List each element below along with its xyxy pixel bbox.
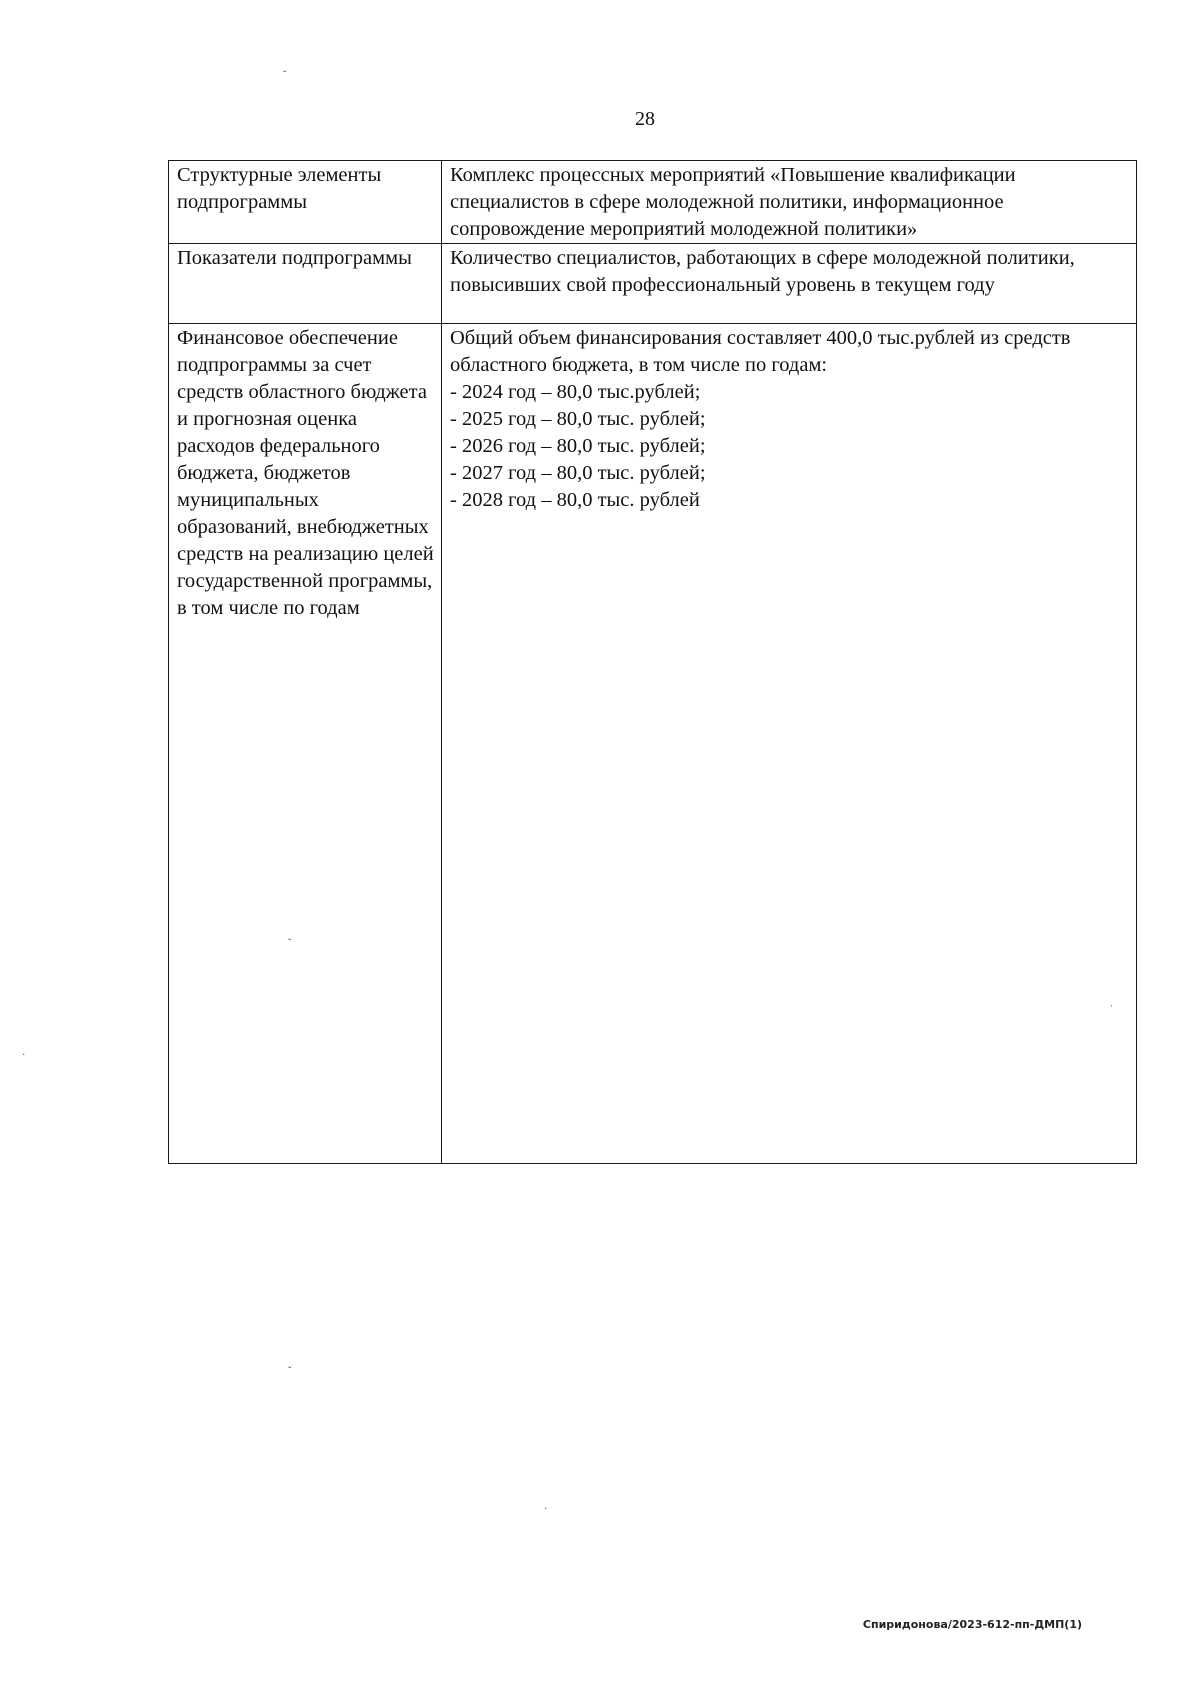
- scan-speck: ·: [544, 1504, 548, 1515]
- table-row-indicators: [169, 244, 1137, 324]
- row-label-indicators: Показатели подпрограммы: [169, 244, 442, 324]
- table-row-structural-elements: [169, 161, 1137, 244]
- row-label-structural-elements: Структурные элементы подпрограммы: [169, 161, 442, 244]
- financing-year-2024: - 2024 год – 80,0 тыс.рублей;: [450, 381, 701, 403]
- page-number: 28: [635, 108, 655, 130]
- subprogram-passport-table: [168, 160, 1137, 1164]
- financing-year-2026: - 2026 год – 80,0 тыс. рублей;: [450, 435, 706, 457]
- table-row-financing: [169, 324, 1137, 1164]
- financing-year-2027: - 2027 год – 80,0 тыс. рублей;: [450, 462, 706, 484]
- document-footer-code: Спиридонова/2023-612-пп-ДМП(1): [862, 1618, 1082, 1631]
- scan-speck: ˇ: [288, 938, 292, 949]
- row-content-structural-elements: Комплекс процессных мероприятий «Повышение квалификации специалистов в сфере молодежной политики, информационное сопровождение мероприятий молодежной политики»: [442, 161, 1137, 244]
- financing-year-2028: - 2028 год – 80,0 тыс. рублей: [450, 489, 700, 511]
- row-label-financing: Финансовое обеспечение подпрограммы за счет средств областного бюджета и прогнозная оценка расходов федерального бюджета, бюджетов муниципальных образований, внебюджетных средств на реализацию целей государственной программы, в том числе по годам: [169, 324, 442, 1164]
- financing-year-2025: - 2025 год – 80,0 тыс. рублей;: [450, 408, 706, 430]
- financing-total-text: Общий объем финансирования составляет 400,0 тыс.рублей из средств областного бюджета, в том числе по годам:: [450, 327, 1071, 376]
- scan-speck: ˇ: [283, 70, 287, 81]
- row-content-financing: [442, 324, 1137, 1164]
- scan-speck: ˇ: [288, 1366, 292, 1377]
- scan-speck: ˈ: [1110, 1004, 1114, 1015]
- scan-speck: ·: [22, 1050, 26, 1061]
- row-content-indicators: Количество специалистов, работающих в сфере молодежной политики, повысивших свой профессиональный уровень в текущем году: [442, 244, 1137, 324]
